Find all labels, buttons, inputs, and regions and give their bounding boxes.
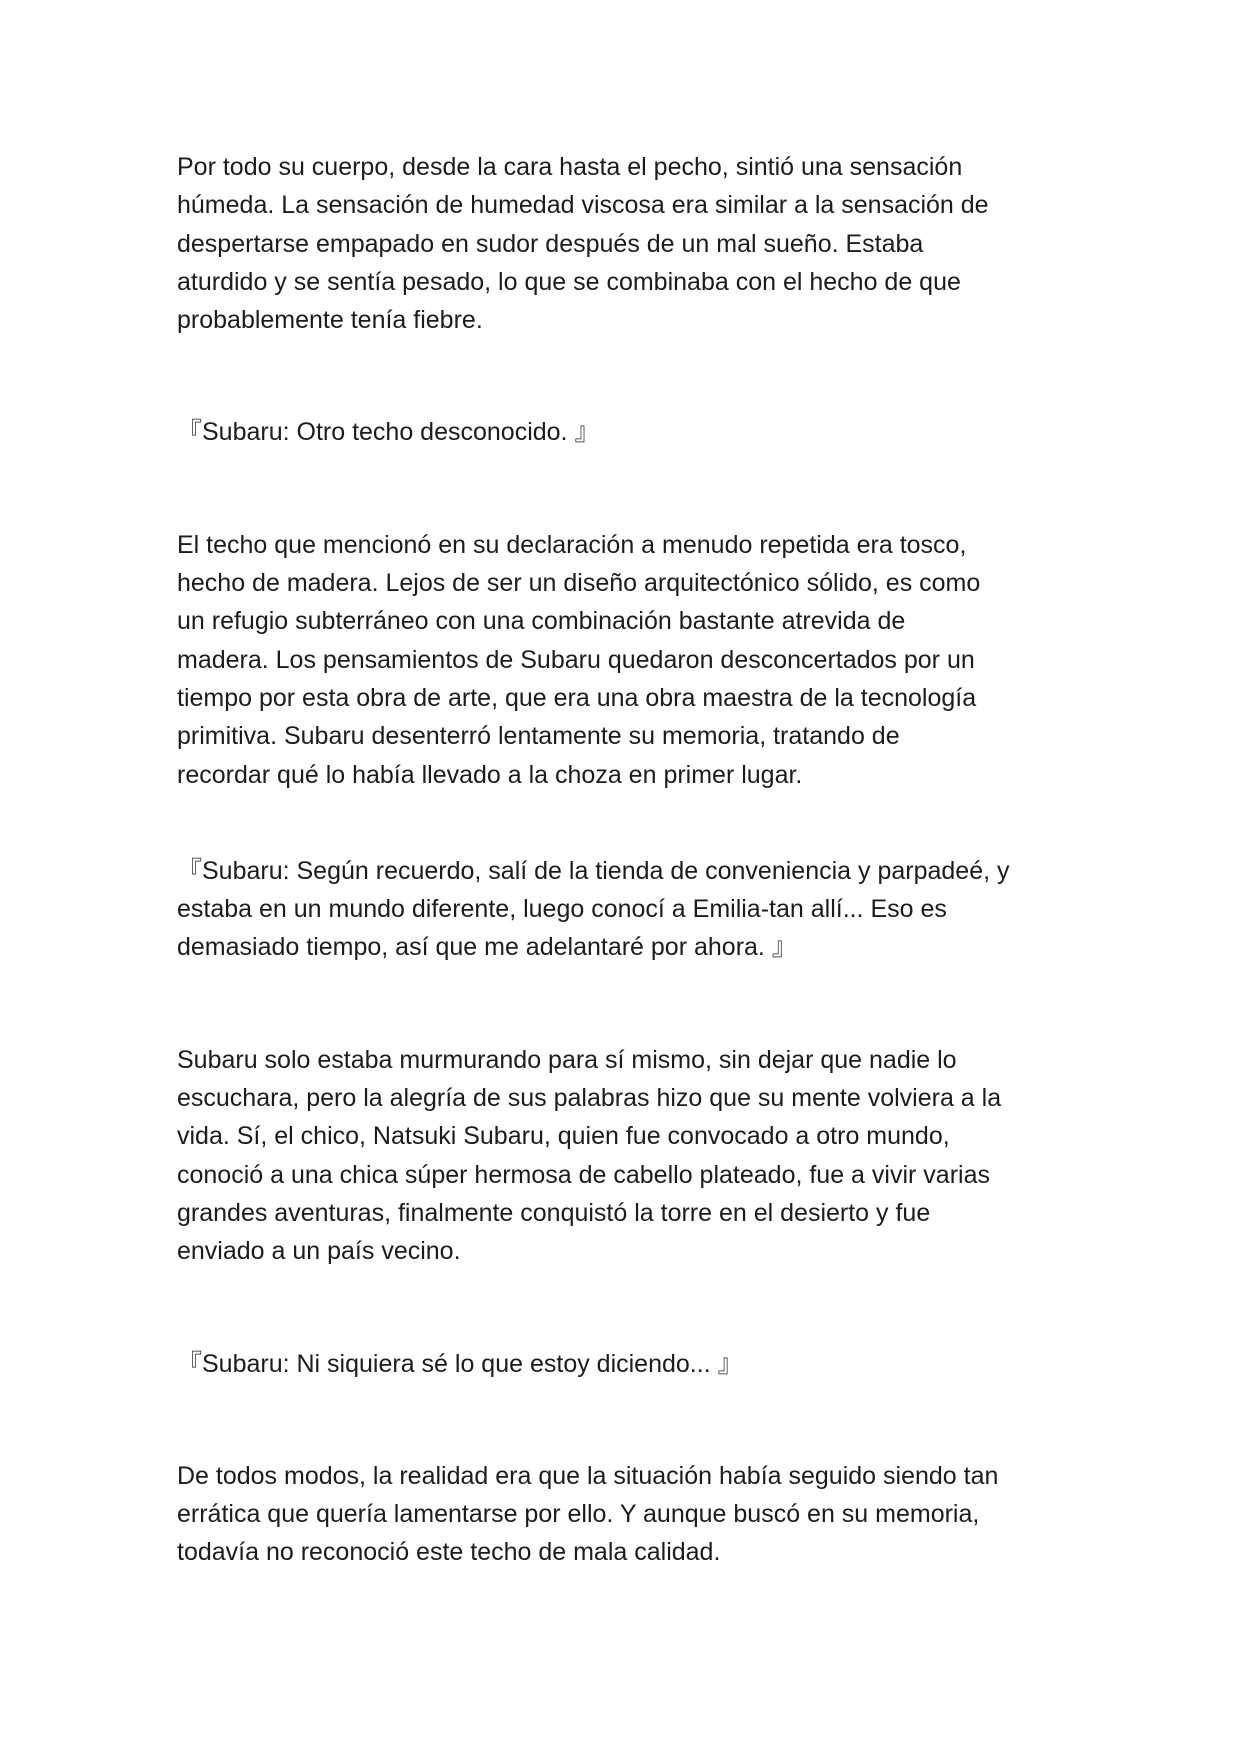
dialogue-line-2: 『Subaru: Según recuerdo, salí de la tienda de conveniencia y parpadeé, y estaba en un mundo diferente, luego conocí a Emilia-tan allí... Eso es demasiado tiempo, así que me adelantaré por ahora. 』 bbox=[177, 856, 1010, 962]
dialogue-line-1: 『Subaru: Otro techo desconocido. 』 bbox=[177, 418, 600, 447]
dialogue-line-3: 『Subaru: Ni siquiera sé lo que estoy diciendo... 』 bbox=[177, 1349, 743, 1378]
narration-paragraph-1: Por todo su cuerpo, desde la cara hasta el pecho, sintió una sensación húmeda. La sensación de humedad viscosa era similar a la sensación de despertarse empapado en sudor después de un mal sueño. Estaba aturdido y se sentía pesado, lo que se combinaba con el hecho de que probablemente tenía fiebre. bbox=[177, 153, 989, 335]
narration-paragraph-3: Subaru solo estaba murmurando para sí mismo, sin dejar que nadie lo escuchara, pero la alegría de sus palabras hizo que su mente volviera a la vida. Sí, el chico, Natsuki Subaru, quien fue convocado a otro mundo, conoció a una chica súper hermosa de cabello plateado, fue a vivir varias grandes aventuras, finalmente conquistó la torre en el desierto y fue enviado a un país vecino. bbox=[177, 1045, 1002, 1266]
narration-paragraph-4: De todos modos, la realidad era que la situación había seguido siendo tan errática que quería lamentarse por ello. Y aunque buscó en su memoria, todavía no reconoció este techo de mala calidad. bbox=[177, 1461, 999, 1567]
narration-paragraph-2: El techo que mencionó en su declaración a menudo repetida era tosco, hecho de madera. Lejos de ser un diseño arquitectónico sólido, es como un refugio subterráneo con una combinación bastante atrevida de madera. Los pensamientos de Subaru quedaron desconcertados por un tiempo por esta obra de arte, que era una obra maestra de la tecnología primitiva. Subaru desenterró lentamente su memoria, tratando de recordar qué lo había llevado a la choza en primer lugar. bbox=[177, 530, 981, 789]
